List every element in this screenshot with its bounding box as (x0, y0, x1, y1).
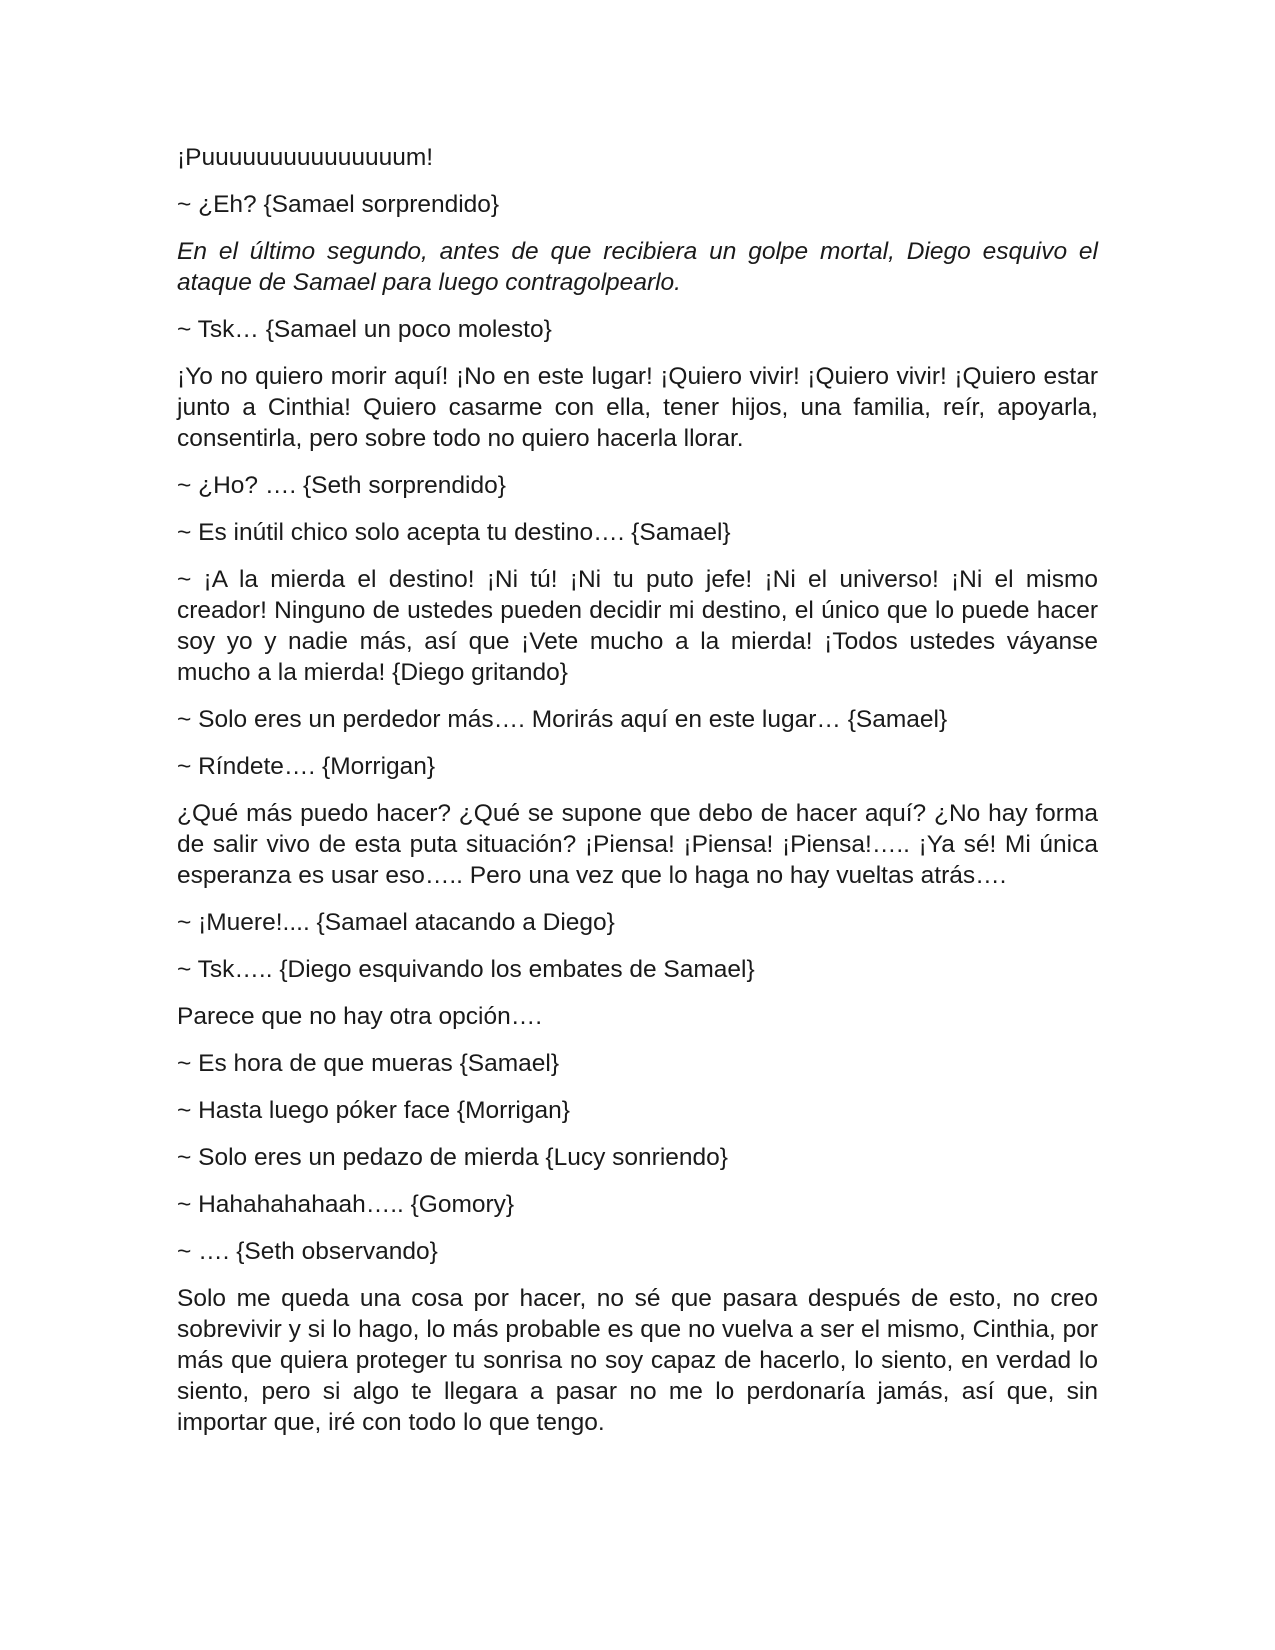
paragraph-17: ~ Solo eres un pedazo de mierda {Lucy sonriendo} (177, 1144, 728, 1171)
paragraph-1: ¡Puuuuuuuuuuuuuuum! (177, 144, 434, 171)
paragraph-8: ~ ¡A la mierda el destino! ¡Ni tú! ¡Ni tu puto jefe! ¡Ni el universo! ¡Ni el mismo creador! Ninguno de ustedes pueden decidir mi destino, el único que lo puede hacer soy yo y nadie más, así que ¡Vete mucho a la mierda! ¡Todos ustedes váyanse mucho a la mierda! {Diego gritando} (177, 566, 1098, 686)
paragraph-6: ~ ¿Ho? …. {Seth sorprendido} (177, 472, 506, 499)
paragraph-5: ¡Yo no quiero morir aquí! ¡No en este lugar! ¡Quiero vivir! ¡Quiero vivir! ¡Quiero estar junto a Cinthia! Quiero casarme con ella, tener hijos, una familia, reír, apoyarla, consentirla, pero sobre todo no quiero hacerla llorar. (177, 363, 1098, 452)
paragraph-7: ~ Es inútil chico solo acepta tu destino…. {Samael} (177, 519, 731, 546)
paragraph-16: ~ Hasta luego póker face {Morrigan} (177, 1097, 570, 1124)
paragraph-13: ~ Tsk….. {Diego esquivando los embates de Samael} (177, 956, 755, 983)
paragraph-20: Solo me queda una cosa por hacer, no sé que pasara después de esto, no creo sobrevivir y si lo hago, lo más probable es que no vuelva a ser el mismo, Cinthia, por más que quiera proteger tu sonrisa no soy capaz de hacerlo, lo siento, en verdad lo siento, pero si algo te llegara a pasar no me lo perdonaría jamás, así que, sin importar que, iré con todo lo que tengo. (177, 1285, 1098, 1436)
paragraph-18: ~ Hahahahahaah….. {Gomory} (177, 1191, 515, 1218)
paragraph-14: Parece que no hay otra opción…. (177, 1003, 543, 1030)
paragraph-12: ~ ¡Muere!.... {Samael atacando a Diego} (177, 909, 615, 936)
paragraph-4: ~ Tsk… {Samael un poco molesto} (177, 316, 552, 343)
document-page (177, 142, 1098, 1454)
paragraph-10: ~ Ríndete…. {Morrigan} (177, 753, 436, 780)
paragraph-3: En el último segundo, antes de que recibiera un golpe mortal, Diego esquivo el ataque de Samael para luego contragolpearlo. (177, 238, 1098, 296)
paragraph-9: ~ Solo eres un perdedor más…. Morirás aquí en este lugar… {Samael} (177, 706, 948, 733)
paragraph-2: ~ ¿Eh? {Samael sorprendido} (177, 191, 500, 218)
paragraph-19: ~ …. {Seth observando} (177, 1238, 438, 1265)
paragraph-11: ¿Qué más puedo hacer? ¿Qué se supone que debo de hacer aquí? ¿No hay forma de salir vivo de esta puta situación? ¡Piensa! ¡Piensa! ¡Piensa!….. ¡Ya sé! Mi única esperanza es usar eso….. Pero una vez que lo haga no hay vueltas atrás…. (177, 800, 1098, 889)
paragraph-15: ~ Es hora de que mueras {Samael} (177, 1050, 560, 1077)
